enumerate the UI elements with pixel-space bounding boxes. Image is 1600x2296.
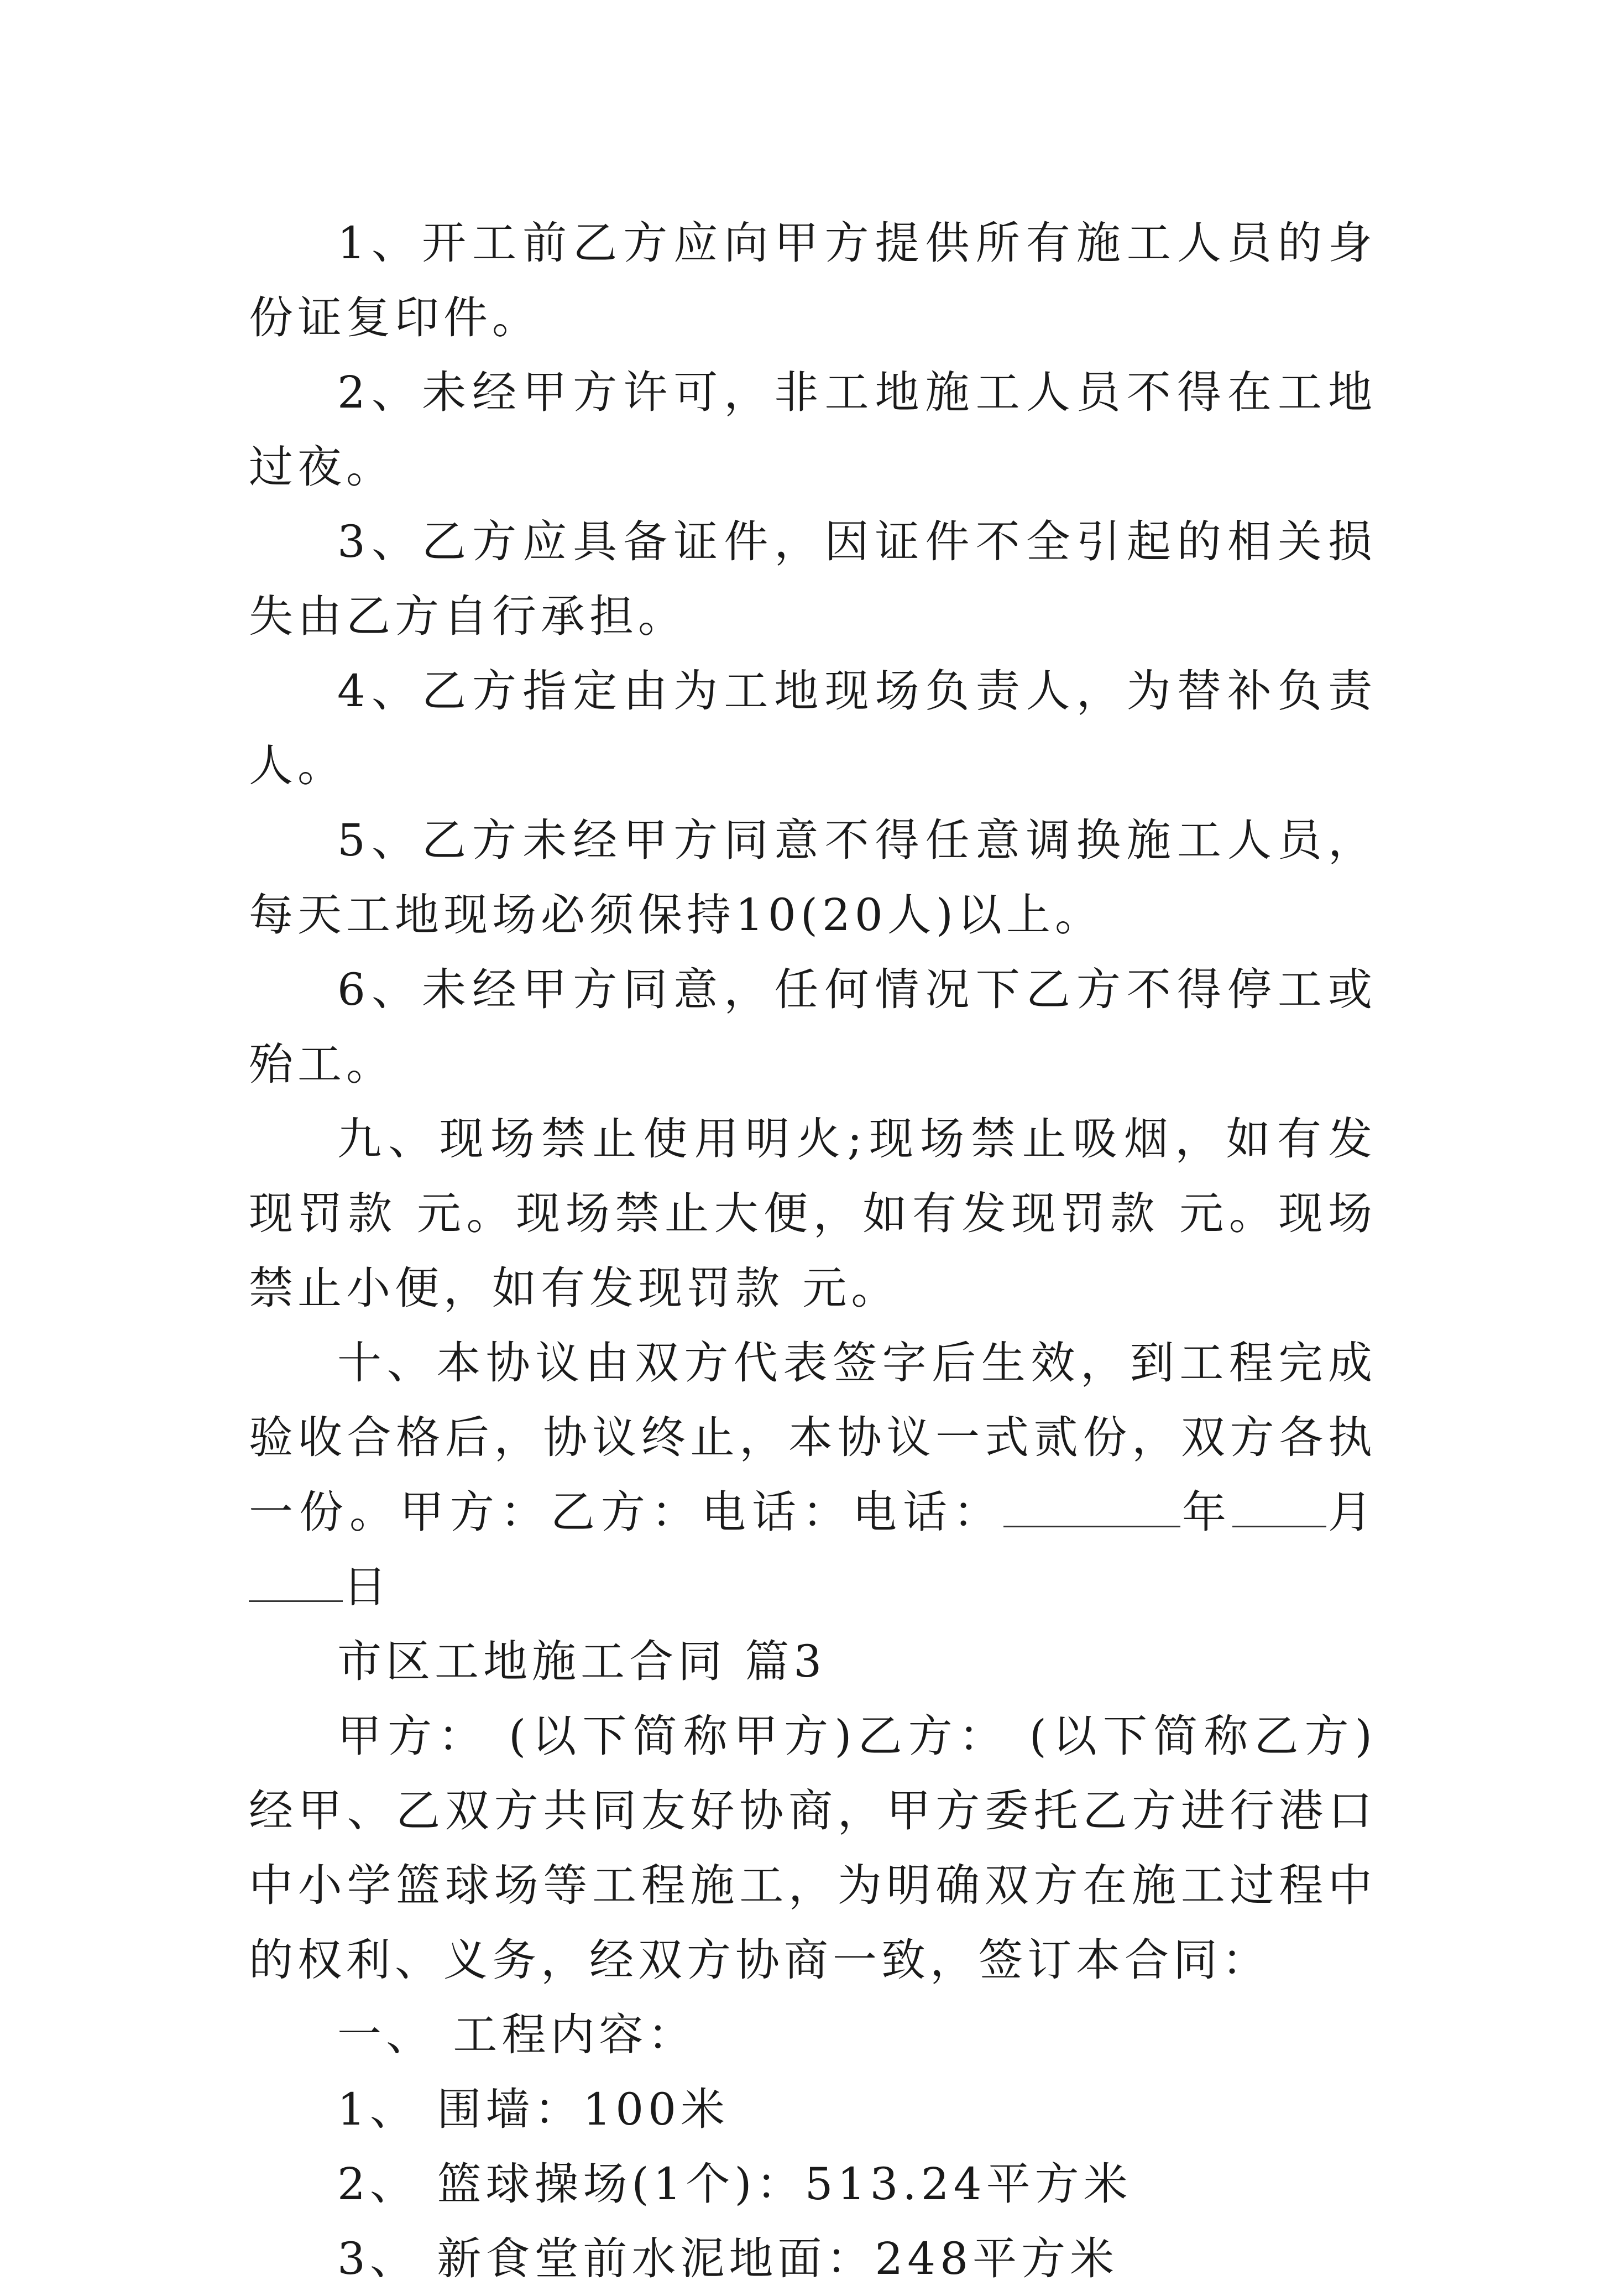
paragraph-4: 4、乙方指定由为工地现场负责人，为替补负责人。 (249, 665, 1377, 791)
paragraph-3: 3、乙方应具备证件，因证件不全引起的相关损失由乙方自行承担。 (249, 516, 1377, 642)
day-label: 日 (343, 1561, 391, 1613)
contract-intro: 甲方： (以下简称甲方)乙方： (以下简称乙方)经甲、乙双方共同友好协商，甲方委托乙方进行港口中小学篮球场等工程施工，为明确双方在施工过程中的权利、义务，经双方协商一致，签订本合同： (249, 1710, 1377, 1986)
paragraph-1: 1、开工前乙方应向甲方提供所有施工人员的身份证复印件。 (249, 217, 1377, 343)
document-body (249, 206, 1377, 2296)
day-blank (249, 1562, 343, 1602)
month-blank (1232, 1487, 1326, 1527)
list-item: 1、 围墙：100米 (337, 2084, 730, 2135)
section-title: 市区工地施工合同 篇3 (337, 1636, 827, 1687)
paragraph-2: 2、未经甲方许可，非工地施工人员不得在工地过夜。 (249, 367, 1377, 493)
list-item: 2、 篮球操场(1个)：513.24平方米 (337, 2158, 1132, 2210)
paragraph-clause-nine: 九、现场禁止使用明火;现场禁止吸烟，如有发现罚款 元。现场禁止大便，如有发现罚款 元。现场禁止小便，如有发现罚款 元。 (249, 1113, 1377, 1314)
year-label: 年 (1180, 1486, 1232, 1538)
paragraph-6: 6、未经甲方同意，任何情况下乙方不得停工或殆工。 (249, 964, 1377, 1090)
clause-ten-text: 十、本协议由双方代表签字后生效，到工程完成验收合格后，协议终止，本协议一式贰份，双方各执一份。甲方：乙方：电话：电话： (249, 1337, 1377, 1538)
paragraph-clause-ten (249, 1326, 1377, 1624)
year-blank (1003, 1487, 1180, 1527)
list-item: 3、 新食堂前水泥地面：248平方米 (337, 2233, 1119, 2284)
heading-project-content: 一、 工程内容： (337, 2009, 697, 2060)
paragraph-5: 5、乙方未经甲方同意不得任意调换施工人员，每天工地现场必须保持10(20人)以上。 (249, 815, 1377, 941)
month-label: 月 (1326, 1486, 1377, 1538)
